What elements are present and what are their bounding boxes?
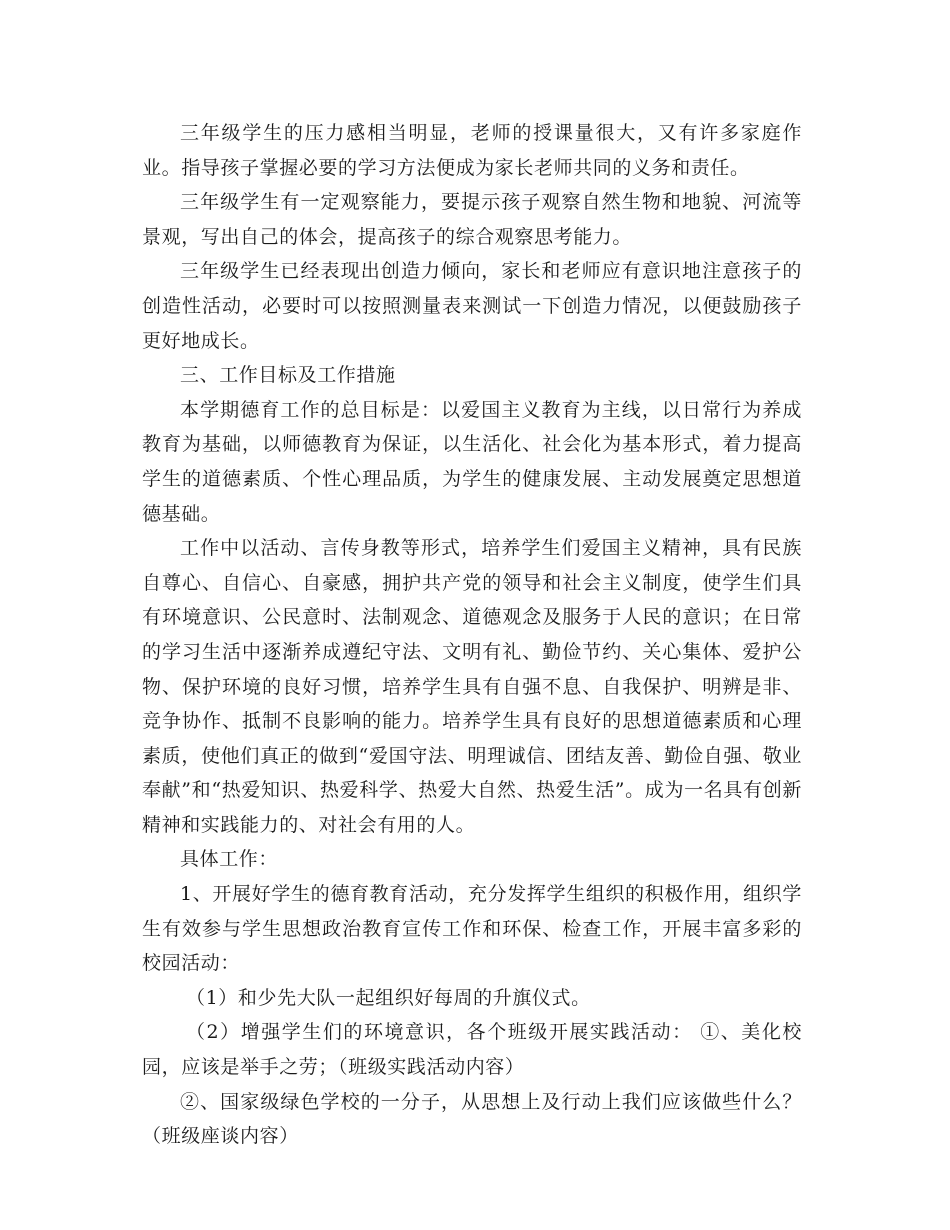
paragraph-pressure: 三年级学生的压力感相当明显，老师的授课量很大，又有许多家庭作业。指导孩子掌握必要的学习方法便成为家长老师共同的义务和责任。 — [142, 122, 802, 179]
paragraph-item-1: 1、开展好学生的德育教育活动，充分发挥学生组织的积极作用，组织学生有效参与学生思想政治教育宣传工作和环保、检查工作，开展丰富多彩的校园活动： — [142, 883, 802, 975]
paragraph-work-methods: 工作中以活动、言传身教等形式，培养学生们爱国主义精神，具有民族自尊心、自信心、自豪感，拥护共产党的领导和社会主义制度，使学生们具有环境意识、公民意时、法制观念、道德观念及服务于人民的意识；在日常的学习生活中逐渐养成遵纪守法、文明有礼、勤俭节约、关心集体、爱护公物、保护环境的良好习惯，培养学生具有自强不息、自我保护、明辨是非、竞争协作、抵制不良影响的能力。培养学生具有良好的思想道德素质和心理素质，使他们真正的做到“爱国守法、明理诚信、团结友善、勤俭自强、敬业奉献”和“热爱知识、热爱科学、热爱大自然、热爱生活”。成为一名具有创新精神和实践能力的、对社会有用的人。 — [142, 537, 802, 836]
paragraph-subitem-2-part-2: ②、国家级绿色学校的一分子，从思想上及行动上我们应该做些什么？（班级座谈内容） — [142, 1090, 802, 1148]
paragraph-observation: 三年级学生有一定观察能力，要提示孩子观察自然生物和地貌、河流等景观，写出自己的体会，提高孩子的综合观察思考能力。 — [142, 191, 802, 248]
paragraph-specific-work-heading: 具体工作： — [180, 848, 279, 871]
paragraph-creativity: 三年级学生已经表现出创造力倾向，家长和老师应有意识地注意孩子的创造性活动，必要时可以按照测量表来测试一下创造力情况，以便鼓励孩子更好地成长。 — [142, 260, 802, 352]
paragraph-subitem-2: （2）增强学生们的环境意识，各个班级开展实践活动： ①、美化校园，应该是举手之劳；（班级实践活动内容） — [142, 1021, 802, 1079]
paragraph-subitem-1: （1）和少先大队一起组织好每周的升旗仪式。 — [186, 986, 591, 1009]
section-heading-goals: 三、工作目标及工作措施 — [180, 364, 396, 387]
paragraph-overall-goal: 本学期德育工作的总目标是：以爱国主义教育为主线，以日常行为养成教育为基础，以师德教育为保证，以生活化、社会化为基本形式，着力提高学生的道德素质、个性心理品质，为学生的健康发展、主动发展奠定思想道德基础。 — [142, 398, 802, 525]
document-body — [142, 116, 802, 1154]
